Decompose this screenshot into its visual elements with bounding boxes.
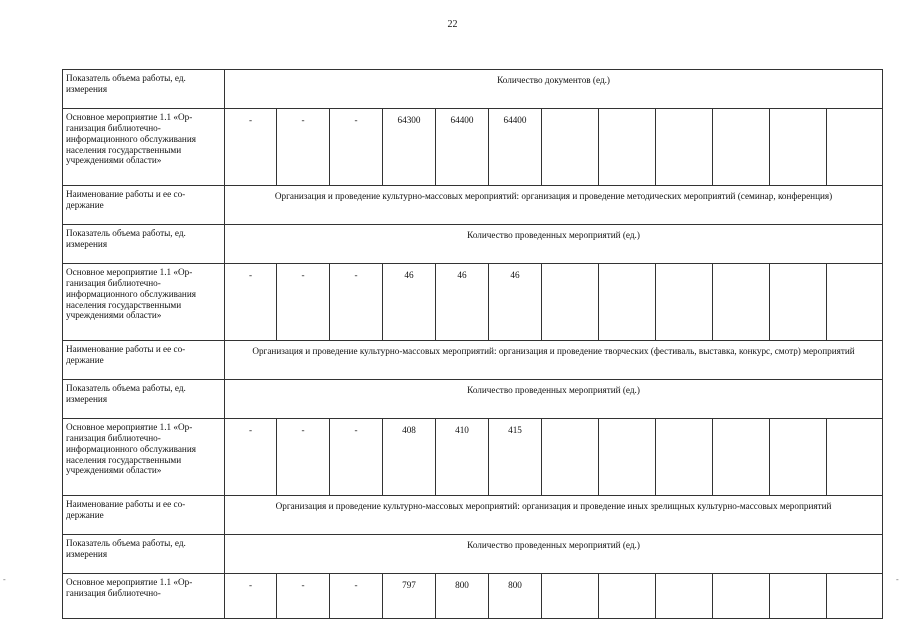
work-content-text: Организация и проведение культурно-массовых мероприятий: организация и проведение творческих (фестиваль, выставка, конкурс, смотр) мероприятий [225,341,883,380]
right-edge-mark: - [896,575,899,584]
value-cell [827,419,883,496]
value-cell: - [277,264,330,341]
value-cell: 46 [436,264,489,341]
indicator-row [63,70,883,109]
value-cell [656,264,713,341]
value-cell [656,419,713,496]
activity-label: Основное мероприятие 1.1 «Ор-ганизация библиотечно-информационного обслуживания населения государственными учреждениями области» [63,109,225,186]
value-cell: 64300 [383,109,436,186]
activity-label: Основное мероприятие 1.1 «Ор-ганизация библиотечно- [63,574,225,619]
value-cell: - [225,109,277,186]
value-cell [827,264,883,341]
indicator-row [63,535,883,574]
work-description-row [63,496,883,535]
value-cell: 797 [383,574,436,619]
indicator-row [63,380,883,419]
activity-label: Основное мероприятие 1.1 «Ор-ганизация библиотечно-информационного обслуживания населения государственными учреждениями области» [63,264,225,341]
value-cell [713,419,770,496]
indicator-unit-text: Количество проведенных мероприятий (ед.) [225,225,883,264]
indicator-unit-text: Количество проведенных мероприятий (ед.) [225,380,883,419]
value-cell: - [225,264,277,341]
activity-data-row [63,419,883,496]
value-cell [599,574,656,619]
work-name-label: Наименование работы и ее со-держание [63,186,225,225]
value-cell: - [330,109,383,186]
targets-table [62,69,883,619]
value-cell [656,109,713,186]
value-cell [770,574,827,619]
work-content-text: Организация и проведение культурно-массовых мероприятий: организация и проведение иных зрелищных культурно-массовых мероприятий [225,496,883,535]
activity-data-row [63,109,883,186]
value-cell [599,109,656,186]
value-cell: - [330,419,383,496]
indicator-label: Показатель объема работы, ед. измерения [63,225,225,264]
value-cell: 46 [489,264,542,341]
page-number: 22 [447,19,458,30]
left-edge-mark: - [3,575,6,584]
value-cell [713,109,770,186]
value-cell [599,419,656,496]
value-cell: - [277,574,330,619]
activity-data-row [63,264,883,341]
activity-data-row [63,574,883,619]
value-cell [542,574,599,619]
value-cell: - [277,419,330,496]
value-cell [827,109,883,186]
value-cell: 64400 [436,109,489,186]
value-cell: 64400 [489,109,542,186]
work-name-label: Наименование работы и ее со-держание [63,341,225,380]
value-cell: - [225,574,277,619]
work-description-row [63,186,883,225]
indicator-label: Показатель объема работы, ед. измерения [63,70,225,109]
value-cell: - [330,574,383,619]
value-cell [713,574,770,619]
value-cell: 415 [489,419,542,496]
indicator-label: Показатель объема работы, ед. измерения [63,380,225,419]
value-cell: - [277,109,330,186]
value-cell [599,264,656,341]
work-description-row [63,341,883,380]
indicator-label: Показатель объема работы, ед. измерения [63,535,225,574]
value-cell [542,264,599,341]
value-cell [827,574,883,619]
work-content-text: Организация и проведение культурно-массовых мероприятий: организация и проведение методических мероприятий (семинар, конференция) [225,186,883,225]
value-cell: 408 [383,419,436,496]
value-cell: - [330,264,383,341]
value-cell: - [225,419,277,496]
indicator-unit-text: Количество проведенных мероприятий (ед.) [225,535,883,574]
value-cell [713,264,770,341]
indicator-row [63,225,883,264]
value-cell [770,264,827,341]
value-cell [542,419,599,496]
work-name-label: Наименование работы и ее со-держание [63,496,225,535]
value-cell: 46 [383,264,436,341]
value-cell [542,109,599,186]
value-cell: 800 [489,574,542,619]
value-cell: 410 [436,419,489,496]
value-cell [656,574,713,619]
value-cell: 800 [436,574,489,619]
activity-label: Основное мероприятие 1.1 «Ор-ганизация библиотечно-информационного обслуживания населения государственными учреждениями области» [63,419,225,496]
indicator-unit-text: Количество документов (ед.) [225,70,883,109]
value-cell [770,109,827,186]
value-cell [770,419,827,496]
